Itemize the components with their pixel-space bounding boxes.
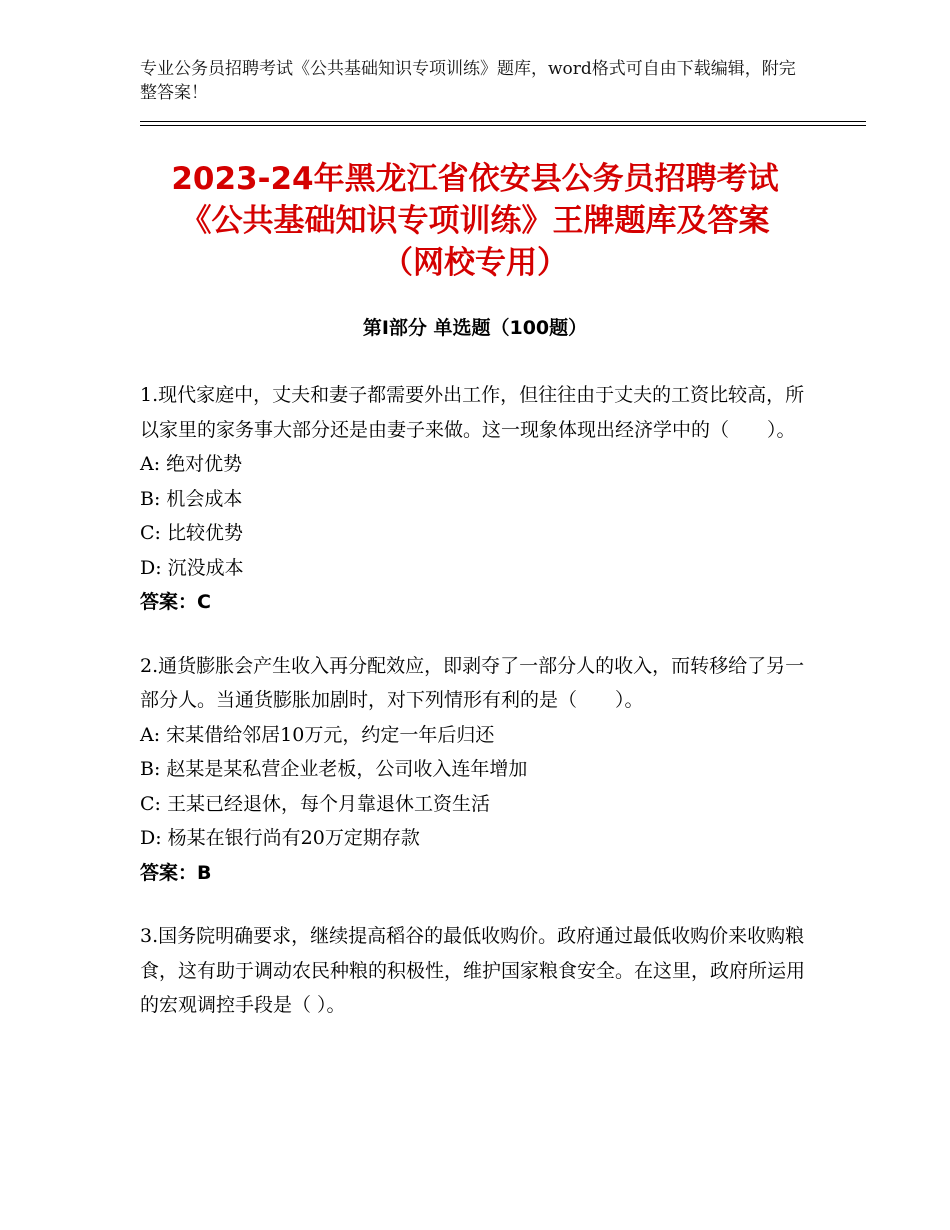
question-3 [140,919,810,1023]
option-a: A: 宋某借给邻居10万元，约定一年后归还 [140,723,495,746]
section-title: 第Ⅰ部分 单选题（100题） [362,317,588,339]
question-list [140,378,810,1052]
page-header [140,57,800,105]
option-a: A: 绝对优势 [140,453,243,475]
question-1 [140,378,810,620]
option-b: B: 赵某是某私营企业老板，公司收入连年增加 [140,758,528,780]
header-divider [140,121,866,126]
question-stem: 2.通货膨胀会产生收入再分配效应，即剥夺了一部分人的收入，而转移给了另一部分人。当通货膨胀加剧时，对下列情形有利的是（ ）。 [140,654,805,711]
question-stem: 3.国务院明确要求，继续提高稻谷的最低收购价。政府通过最低收购价来收购粮食，这有助于调动农民种粮的积极性，维护国家粮食安全。在这里，政府所运用的宏观调控手段是（ ）。 [140,925,806,1016]
document-title [130,158,820,284]
option-b: B: 机会成本 [140,487,243,510]
answer: 答案：C [140,591,211,613]
option-d: D: 沉没成本 [140,556,244,579]
answer: 答案：B [140,861,212,884]
option-d: D: 杨某在银行尚有20万定期存款 [140,827,420,849]
header-text: 专业公务员招聘考试《公共基础知识专项训练》题库，word格式可自由下载编辑，附完整答案！ [140,59,796,103]
option-c: C: 比较优势 [140,522,243,544]
title-line-2: 《公共基础知识专项训练》王牌题库及答案 [180,203,770,239]
question-stem: 1.现代家庭中，丈夫和妻子都需要外出工作，但往往由于丈夫的工资比较高，所以家里的家务事大部分还是由妻子来做。这一现象体现出经济学中的（ ）。 [140,384,805,441]
option-c: C: 王某已经退休，每个月靠退休工资生活 [140,792,490,815]
title-line-1: 2023-24年黑龙江省依安县公务员招聘考试 [171,161,779,197]
title-line-3: （网校专用） [382,245,568,281]
question-2 [140,649,810,891]
